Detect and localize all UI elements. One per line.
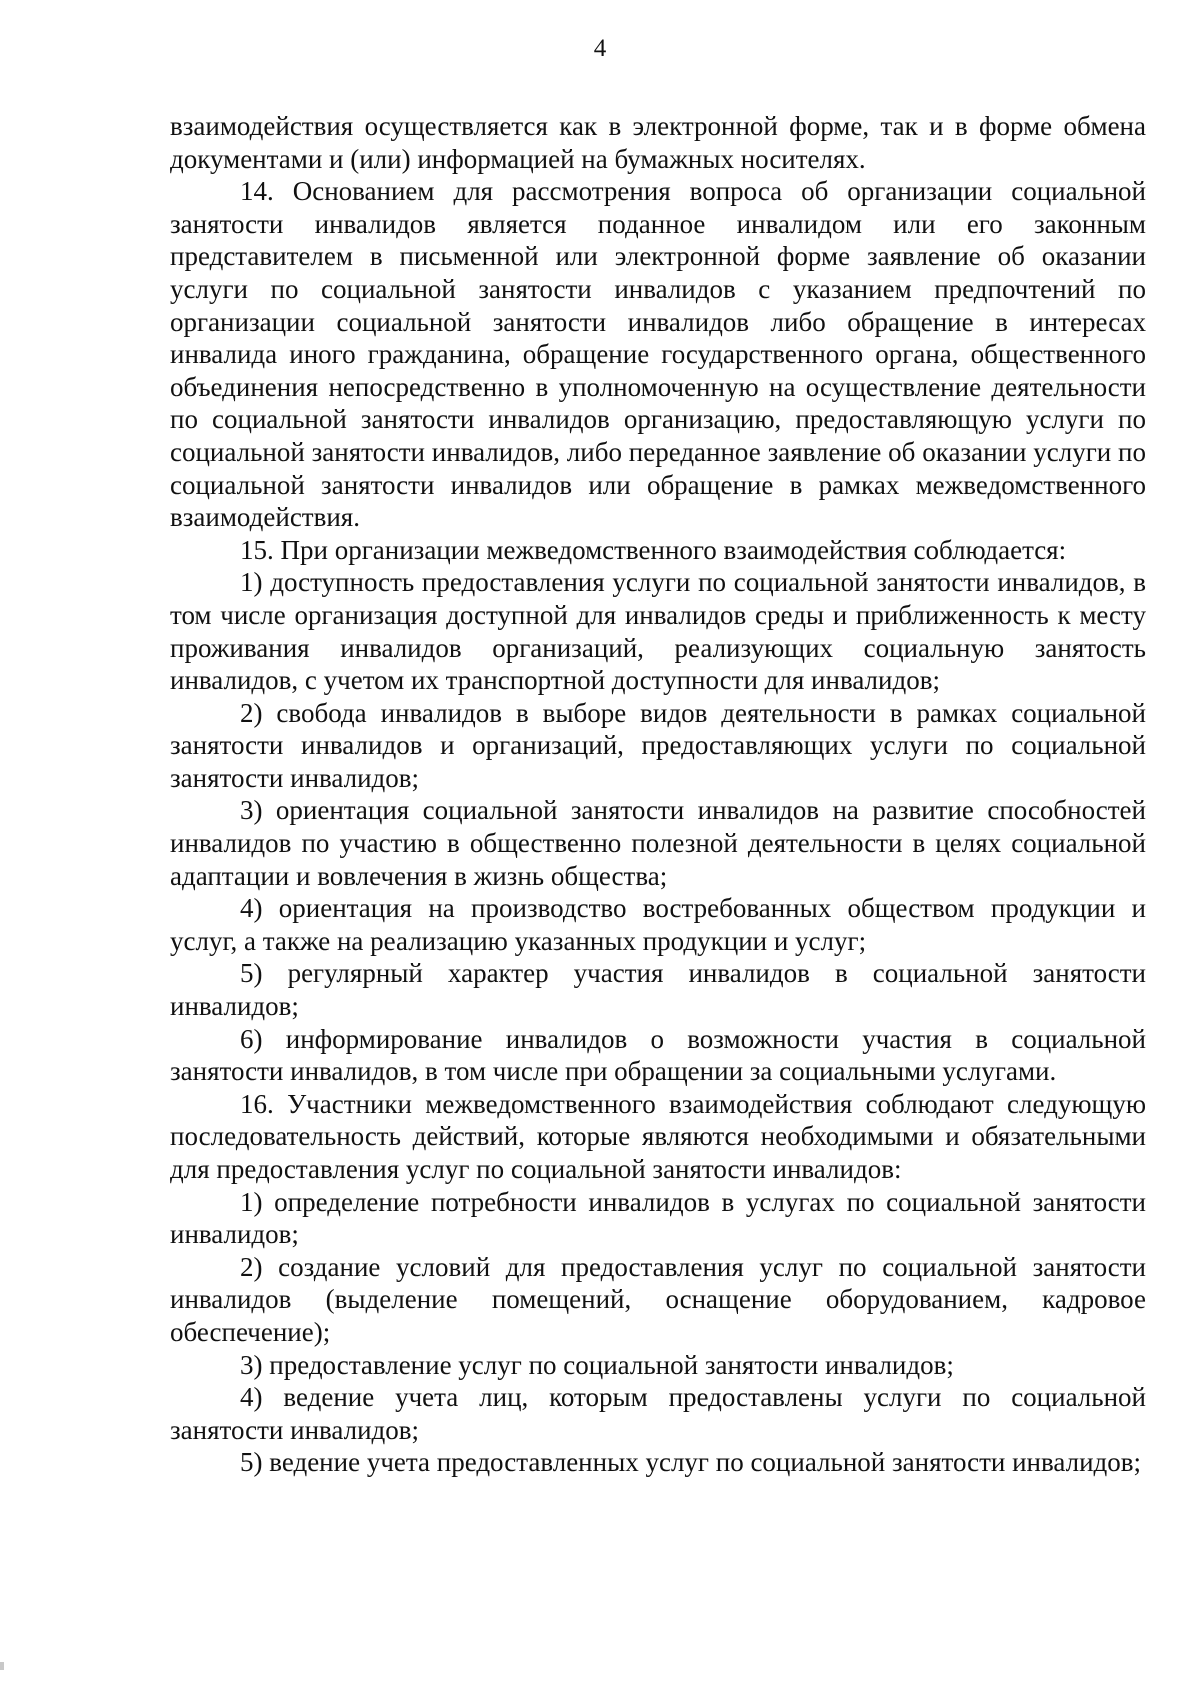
list-item-16-5: 5) ведение учета предоставленных услуг по социальной занятости инвалидов; xyxy=(240,1447,1142,1478)
list-item-15-1: 1) доступность предоставления услуги по социальной занятости инвалидов, в том числе организация доступной для инвалидов среды и приближенность к месту проживания инвалидов организаций, реализующих социальную занятость инвалидов, с учетом их транспортной доступности для инвалидов; xyxy=(170,567,1146,696)
list-item-15-3: 3) ориентация социальной занятости инвалидов на развитие способностей инвалидов по участию в общественно полезной деятельности в целях социальной адаптации и вовлечения в жизнь общества; xyxy=(170,795,1146,891)
paragraph-clause-16: 16. Участники межведомственного взаимодействия соблюдают следующую последовательность действий, которые являются необходимыми и обязательными для предоставления услуг по социальной занятости инвалидов: xyxy=(170,1088,1146,1184)
list-item-15-4: 4) ориентация на производство востребованных обществом продукции и услуг, а также на реализацию указанных продукции и услуг; xyxy=(170,893,1146,956)
list-item-16-3: 3) предоставление услуг по социальной занятости инвалидов; xyxy=(240,1349,954,1380)
list-item-16-4: 4) ведение учета лиц, которым предоставлены услуги по социальной занятости инвалидов; xyxy=(170,1382,1146,1445)
list-item-15-6: 6) информирование инвалидов о возможности участия в социальной занятости инвалидов, в том числе при обращении за социальными услугами. xyxy=(170,1023,1146,1087)
list-item-15-2: 2) свобода инвалидов в выборе видов деятельности в рамках социальной занятости инвалидов и организаций, предоставляющих услуги по социальной занятости инвалидов; xyxy=(170,697,1146,793)
list-item-16-2: 2) создание условий для предоставления услуг по социальной занятости инвалидов (выделение помещений, оснащение оборудованием, кадровое обеспечение); xyxy=(170,1251,1146,1347)
page-number: 4 xyxy=(593,35,607,62)
paragraph-clause-15: 15. При организации межведомственного взаимодействия соблюдается: xyxy=(240,534,1067,565)
paragraph-clause-14: 14. Основанием для рассмотрения вопроса об организации социальной занятости инвалидов является поданное инвалидом или его законным представителем в письменной или электронной форме заявление об оказании услуги по социальной занятости инвалидов с указанием предпочтений по организации социальной занятости инвалидов либо обращение в интересах инвалида иного гражданина, обращение государственного органа, общественного объединения непосредственно в уполномоченную на осуществление деятельности по социальной занятости инвалидов организацию, предоставляющую услуги по социальной занятости инвалидов, либо переданное заявление об оказании услуги по социальной занятости инвалидов или обращение в рамках межведомственного взаимодействия. xyxy=(170,176,1146,533)
scan-artifact-mark xyxy=(0,1662,4,1670)
document-body xyxy=(170,110,1146,1479)
paragraph-continuation: взаимодействия осуществляется как в электронной форме, так и в форме обмена документами и (или) информацией на бумажных носителях. xyxy=(170,111,1146,174)
list-item-16-1: 1) определение потребности инвалидов в услугах по социальной занятости инвалидов; xyxy=(170,1186,1146,1250)
list-item-15-5: 5) регулярный характер участия инвалидов в социальной занятости инвалидов; xyxy=(170,958,1146,1022)
